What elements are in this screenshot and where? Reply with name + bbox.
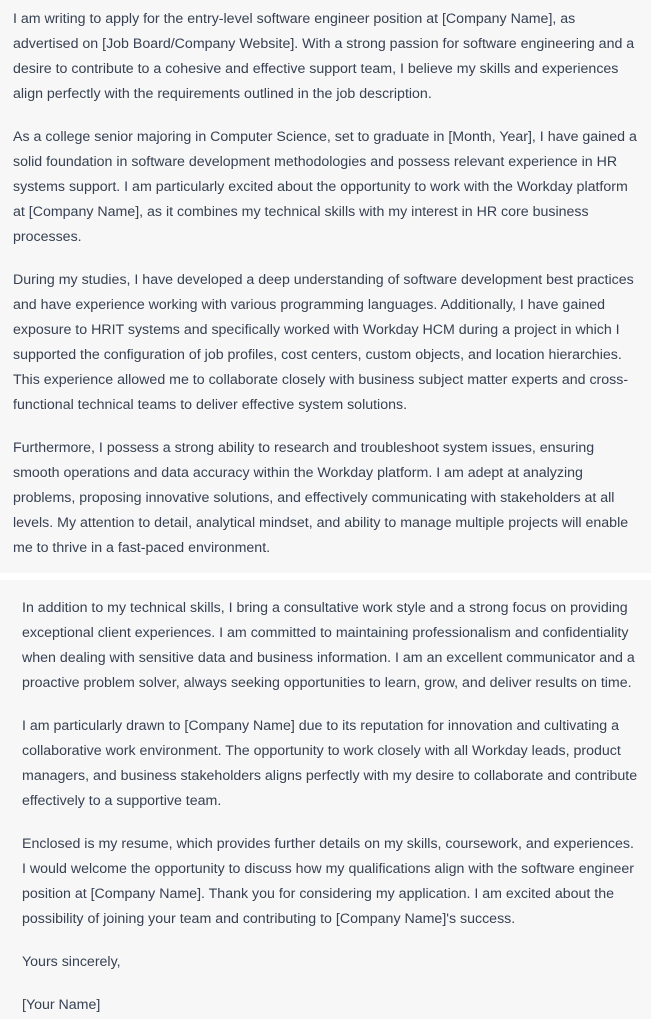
cover-letter-paragraph-7: Enclosed is my resume, which provides further details on my skills, coursework, and experiences. I would welcome the opportunity to discuss how my qualifications align with the software engineer position at [Company Name]. Thank you for considering my application. I am excited about the possibility of joining your team and contributing to [Company Name]'s success.	[22, 836, 634, 927]
cover-letter-paragraph-2: As a college senior majoring in Computer Science, set to graduate in [Month, Year], I have gained a solid foundation in software development methodologies and possess relevant experience in HR systems support. I am particularly excited about the opportunity to work with the Workday platform at [Company Name], as it combines my technical skills with my interest in HR core business processes.	[13, 129, 637, 245]
signature-name: [Your Name]	[22, 997, 101, 1013]
cover-letter-paragraph-6: I am particularly drawn to [Company Name] due to its reputation for innovation and cultivating a collaborative work environment. The opportunity to work closely with all Workday leads, product managers, and business stakeholders aligns perfectly with my desire to collaborate and contribute effectively to a supportive team.	[22, 718, 638, 809]
cover-letter-paragraph-4: Furthermore, I possess a strong ability to research and troubleshoot system issues, ensuring smooth operations and data accuracy within the Workday platform. I am adept at analyzing problems, proposing innovative solutions, and effectively communicating with stakeholders at all levels. My attention to detail, analytical mindset, and ability to manage multiple projects will enable me to thrive in a fast-paced environment.	[13, 440, 629, 556]
message-block-bottom	[0, 580, 651, 1019]
closing-salutation: Yours sincerely,	[22, 954, 121, 970]
cover-letter-paragraph-5: In addition to my technical skills, I bring a consultative work style and a strong focus on providing exceptional client experiences. I am committed to maintaining professionalism and confidentiality when dealing with sensitive data and business information. I am an excellent communicator and a proactive problem solver, always seeking opportunities to learn, grow, and deliver results on time.	[22, 600, 635, 691]
cover-letter-paragraph-1: I am writing to apply for the entry-level software engineer position at [Company Name], as advertised on [Job Board/Company Website]. With a strong passion for software engineering and a desire to contribute to a cohesive and effective support team, I believe my skills and experiences align perfectly with the requirements outlined in the job description.	[13, 11, 635, 102]
cover-letter-paragraph-3: During my studies, I have developed a deep understanding of software development best practices and have experience working with various programming languages. Additionally, I have gained exposure to HRIT systems and specifically worked with Workday HCM during a project in which I supported the configuration of job profiles, cost centers, custom objects, and location hierarchies. This experience allowed me to collaborate closely with business subject matter experts and cross-functional technical teams to deliver effective system solutions.	[13, 272, 634, 413]
